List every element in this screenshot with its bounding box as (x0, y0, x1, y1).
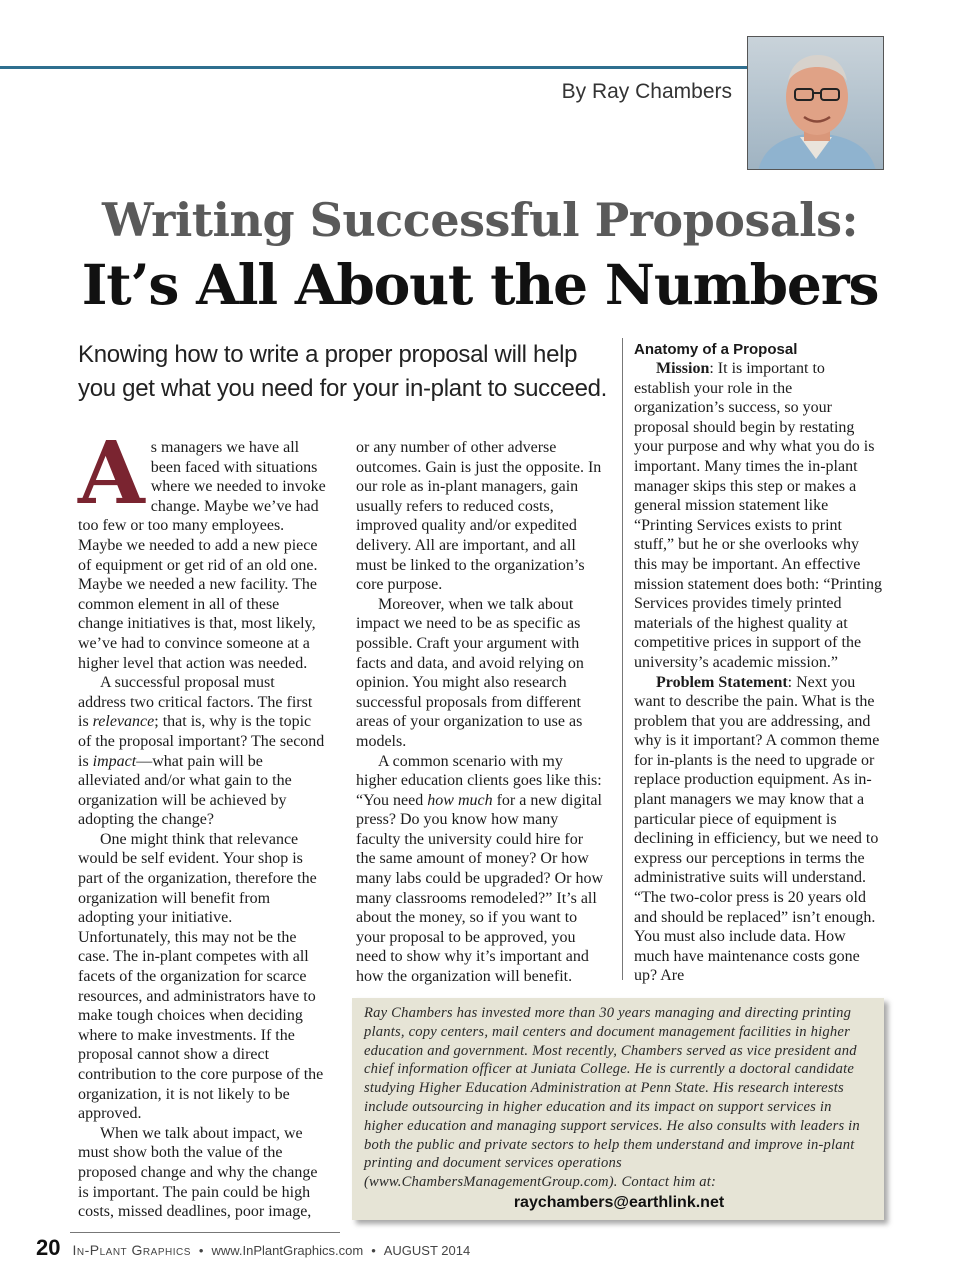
paragraph: A common scenario with my higher education clients goes like this: “You need how much for a new digital press? Do you know how many faculty the university could hire for the same amount of money? Or how many labs could be upgraded? Or how many classrooms remodeled?” It’s all about the money, so if you want to your proposal to be approved, you need to show why it’s important and how the organization will benefit. (356, 752, 604, 986)
article-title-line2: It’s All About the Numbers (81, 252, 879, 317)
body-column-2 (356, 438, 606, 987)
paragraph: Moreover, when we talk about impact we need to be as specific as possible. Craft your argument with facts and data, and avoid relying on opinion. You might also research successful proposals from different areas of your organization to use as models. (356, 595, 584, 750)
section-subhead: Anatomy of a Proposal (634, 341, 798, 358)
column-divider (622, 338, 623, 980)
paragraph: or any number of other adverse outcomes. Gain is just the opposite. In our role as in-plant managers, gain usually refers to reduced costs, improved quality and/or expedited delivery. All are important, and all must be linked to the organization’s core purpose. (356, 439, 602, 594)
publication-website-link[interactable]: www.InPlantGraphics.com (211, 1243, 364, 1258)
author-email-link[interactable]: raychambers@earthlink.net (513, 1193, 725, 1211)
emphasis-relevance: relevance (92, 713, 155, 731)
emphasis-impact: impact (92, 752, 137, 770)
run-in-head-problem: Problem Statement (656, 673, 788, 691)
author-bio-text: Ray Chambers has invested more than 30 years managing and directing printing plants, copy centers, mail centers and document management facilities in higher education and government. Most recently, Chambers served as vice president and chief information officer at Juniata College. He is currently a doctoral candidate studying Higher Education Administration at Penn State. His research interests include outsourcing in higher education and its impact on support services in higher education and managing support services. He also consults with leaders in both the public and private sectors to help them understand and improve in-plant printing and document services operations (www.ChambersManagementGroup.com). Contact him at: (364, 1005, 860, 1191)
body-column-3 (634, 340, 884, 986)
author-portrait-image (748, 37, 884, 170)
author-photo (747, 36, 884, 170)
paragraph (78, 423, 326, 673)
body-column-1 (78, 423, 326, 1222)
run-in-head-mission: Mission (656, 360, 710, 377)
page-footer (36, 1235, 470, 1261)
page-number: 20 (36, 1235, 61, 1260)
byline: By Ray Chambers (561, 80, 732, 103)
article-deck: Knowing how to write a proper proposal will help you get what you need for your in-plant to succeed. (78, 341, 608, 402)
emphasis-how-much: how much (427, 791, 493, 809)
paragraph: Mission: It is important to establish your role in the organization’s success, so your proposal should begin by restating your purpose and why what you do is important. Many times the in-plant manager skips this step or makes a general mission statement like “Printing Services exists to print stuff,” but he or she overlooks why this may be important. An effective mission statement does both: “Printing Services provides timely printed materials of the highest quality at competitive prices in support of the university’s academic mission.” (634, 360, 882, 671)
paragraph-text: s managers we have all been faced with situations where we needed to invoke change. Maybe we’ve had too few or too many employees. Maybe we needed to add a new piece of equipment or get rid of an old one. Maybe we needed a new facility. The common element in all of these change initiatives is that, most likely, we’ve had to convince someone at a higher level that action was needed. (78, 439, 326, 672)
author-bio-box (352, 998, 884, 1220)
footer-bullet: • (198, 1243, 204, 1258)
footer-rule (70, 1232, 340, 1233)
article-title-line1: Writing Successful Proposals: (101, 193, 859, 247)
paragraph: One might think that relevance would be self evident. Your shop is part of the organization, therefore the organization will benefit from adopting your initiative. Unfortunately, this may not be the case. The in-plant competes with all facets of the organization for scarce resources, and administrators have to make tough choices when deciding where to make investments. If the proposal cannot show a direct contribution to the core purpose of the organization, it is not likely to be approved. (78, 830, 324, 1123)
header-rule (0, 66, 760, 69)
paragraph: Problem Statement: Next you want to describe the pain. What is the problem that you are addressing, and why is it important? A common theme for in-plants is the need to upgrade or replace production equipment. As in-plant managers we may know that a particular piece of equipment is declining in efficiency, but we need to express our perceptions in terms the administrative suits will understand. “The two-color press is 20 years old and should be replaced” isn’t enough. You must also include data. How much have maintenance costs gone up? Are (634, 673, 880, 985)
paragraph: When we talk about impact, we must show both the value of the proposed change and why the change is important. The pain could be high costs, missed deadlines, poor image, (78, 1124, 318, 1221)
paragraph: A successful proposal must address two critical factors. The first is relevance; that is, why is the topic of the proposal important? The second is impact—what pain will be alleviated and/or what gain to the organization will be achieved by adopting the change? (78, 674, 325, 829)
footer-bullet: • (371, 1243, 376, 1258)
drop-cap: A (78, 423, 145, 524)
issue-date: AUGUST 2014 (383, 1243, 471, 1258)
publication-name: In-Plant Graphics (72, 1242, 191, 1258)
